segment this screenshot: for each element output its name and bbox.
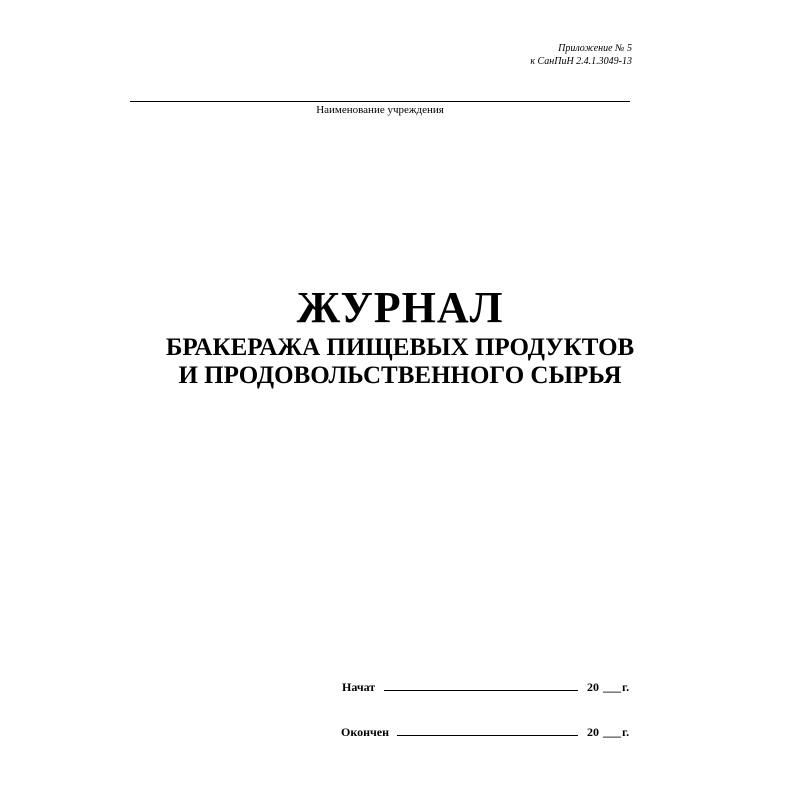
ended-year-prefix: 20 [587, 725, 599, 739]
appendix-note [530, 42, 632, 68]
started-year-suffix: г. [622, 680, 630, 694]
appendix-line-1: Приложение № 5 [558, 43, 632, 54]
started-year-blank: ___ [603, 680, 621, 694]
started-date-line [384, 680, 578, 691]
institution-caption: Наименование учреждения [316, 104, 444, 116]
title-subtitle-line-2: И ПРОДОВОЛЬСТВЕННОГО СЫРЬЯ [178, 362, 622, 389]
started-year-prefix: 20 [587, 680, 599, 694]
title-subtitle-line-1: БРАКЕРАЖА ПИЩЕВЫХ ПРОДУКТОВ [165, 334, 635, 361]
ended-date-row [0, 725, 800, 741]
started-label: Начат [342, 680, 376, 694]
ended-date-line [397, 725, 578, 736]
ended-label: Окончен [341, 725, 390, 739]
appendix-line-2: к СанПиН 2.4.1.3049-13 [530, 56, 632, 67]
title-main: ЖУРНАЛ [296, 283, 504, 332]
ended-year-suffix: г. [622, 725, 630, 739]
started-date-row [0, 680, 800, 696]
institution-name-line [130, 101, 630, 102]
ended-year-blank: ___ [603, 725, 621, 739]
title-block [0, 282, 800, 390]
